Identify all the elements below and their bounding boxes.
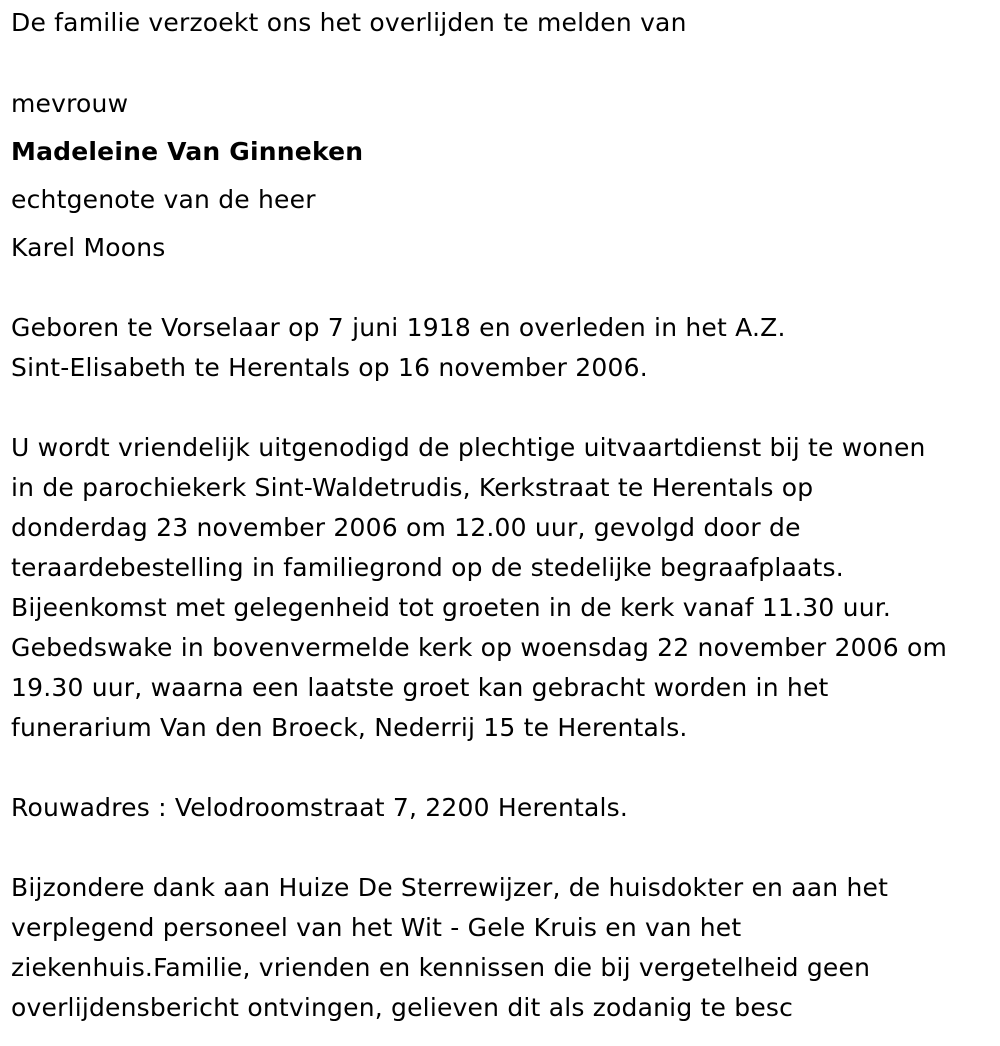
service-line: donderdag 23 november 2006 om 12.00 uur, gevolgd door de (11, 513, 801, 542)
service-line: U wordt vriendelijk uitgenodigd de plechtige uitvaartdienst bij te wonen (11, 433, 926, 462)
spouse-name: Karel Moons (11, 233, 166, 262)
service-line: Gebedswake in bovenvermelde kerk op woensdag 22 november 2006 om (11, 633, 948, 662)
service-line: teraardebestelling in familiegrond op de stedelijke begraafplaats. (11, 553, 844, 582)
mourning-address: Rouwadres : Velodroomstraat 7, 2200 Herentals. (11, 793, 629, 822)
thanks-line: verplegend personeel van het Wit - Gele Kruis en van het (11, 913, 742, 942)
service-line: funerarium Van den Broeck, Nederrij 15 te Herentals. (11, 713, 688, 742)
deceased-title: mevrouw (11, 89, 129, 118)
birth-death-line: Geboren te Vorselaar op 7 juni 1918 en overleden in het A.Z. (11, 313, 786, 342)
service-line: in de parochiekerk Sint-Waldetrudis, Kerkstraat te Herentals op (11, 473, 814, 502)
birth-death-line: Sint-Elisabeth te Herentals op 16 november 2006. (11, 353, 648, 382)
intro-text: De familie verzoekt ons het overlijden te melden van (11, 8, 687, 37)
thanks-line: ziekenhuis.Familie, vrienden en kennissen die bij vergetelheid geen (11, 953, 871, 982)
relation-text: echtgenote van de heer (11, 185, 316, 214)
thanks-line: Bijzondere dank aan Huize De Sterrewijzer, de huisdokter en aan het (11, 873, 889, 902)
thanks-line: overlijdensbericht ontvingen, gelieven dit als zodanig te besc (11, 993, 794, 1022)
deceased-name: Madeleine Van Ginneken (11, 137, 364, 166)
service-line: Bijeenkomst met gelegenheid tot groeten in de kerk vanaf 11.30 uur. (11, 593, 892, 622)
service-line: 19.30 uur, waarna een laatste groet kan gebracht worden in het (11, 673, 829, 702)
